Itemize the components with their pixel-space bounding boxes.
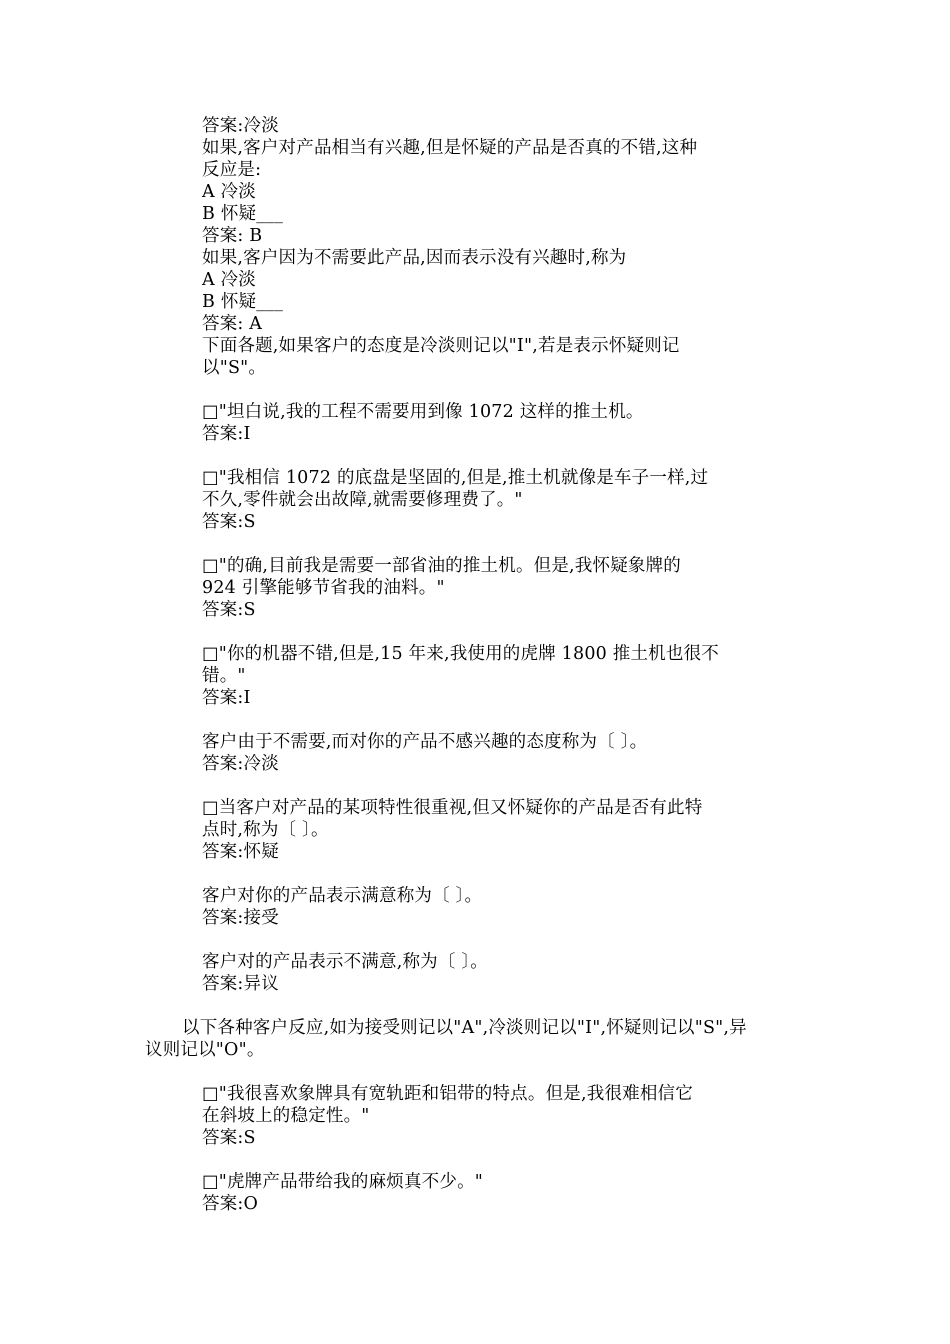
instruction-line: 以下各种客户反应,如为接受则记以"A",冷淡则记以"I",怀疑则记以"S",异	[182, 1018, 747, 1038]
answer-line: 答案:冷淡	[202, 116, 279, 136]
answer-line: 答案:O	[202, 1194, 259, 1214]
statement-line: □"的确,目前我是需要一部省油的推土机。但是,我怀疑象牌的	[202, 556, 682, 576]
answer-line: 答案: A	[202, 314, 263, 334]
answer-line: 答案:S	[202, 512, 256, 532]
question-line: 客户对你的产品表示满意称为〔 〕。	[202, 886, 483, 906]
option-line: B 怀疑___	[202, 292, 284, 312]
statement-line: □"我很喜欢象牌具有宽轨距和铝带的特点。但是,我很难相信它	[202, 1084, 693, 1104]
answer-line: 答案:I	[202, 688, 251, 708]
answer-line: 答案:接受	[202, 908, 279, 928]
answer-line: 答案:I	[202, 424, 251, 444]
answer-line: 答案: B	[202, 226, 263, 246]
question-line: 如果,客户对产品相当有兴趣,但是怀疑的产品是否真的不错,这种	[202, 138, 698, 158]
statement-line: 924 引擎能够节省我的油料。"	[202, 578, 445, 598]
question-line: 客户对的产品表示不满意,称为〔 〕。	[202, 952, 488, 972]
statement-line: □"我相信 1072 的底盘是坚固的,但是,推土机就像是车子一样,过	[202, 468, 709, 488]
statement-line: 不久,零件就会出故障,就需要修理费了。"	[202, 490, 523, 510]
option-line: A 冷淡	[202, 270, 257, 290]
statement-line: □"你的机器不错,但是,15 年来,我使用的虎牌 1800 推土机也很不	[202, 644, 719, 664]
instruction-line: 以"S"。	[202, 358, 267, 378]
question-line: □当客户对产品的某项特性很重视,但又怀疑你的产品是否有此特	[202, 798, 703, 818]
statement-line: 在斜坡上的稳定性。"	[202, 1106, 370, 1126]
option-line: B 怀疑___	[202, 204, 284, 224]
option-line: A 冷淡	[202, 182, 257, 202]
statement-line: □"坦白说,我的工程不需要用到像 1072 这样的推土机。	[202, 402, 644, 422]
question-line: 客户由于不需要,而对你的产品不感兴趣的态度称为〔 〕。	[202, 732, 648, 752]
answer-line: 答案:异议	[202, 974, 279, 994]
answer-line: 答案:怀疑	[202, 842, 279, 862]
instruction-line: 下面各题,如果客户的态度是冷淡则记以"I",若是表示怀疑则记	[202, 336, 680, 356]
answer-line: 答案:冷淡	[202, 754, 279, 774]
instruction-line: 议则记以"O"。	[145, 1040, 265, 1060]
question-line: 点时,称为〔 〕。	[202, 820, 329, 840]
question-line: 如果,客户因为不需要此产品,因而表示没有兴趣时,称为	[202, 248, 627, 268]
statement-line: 错。"	[202, 666, 246, 686]
question-line: 反应是:	[202, 160, 262, 180]
statement-line: □"虎牌产品带给我的麻烦真不少。"	[202, 1172, 484, 1192]
answer-line: 答案:S	[202, 600, 256, 620]
answer-line: 答案:S	[202, 1128, 256, 1148]
